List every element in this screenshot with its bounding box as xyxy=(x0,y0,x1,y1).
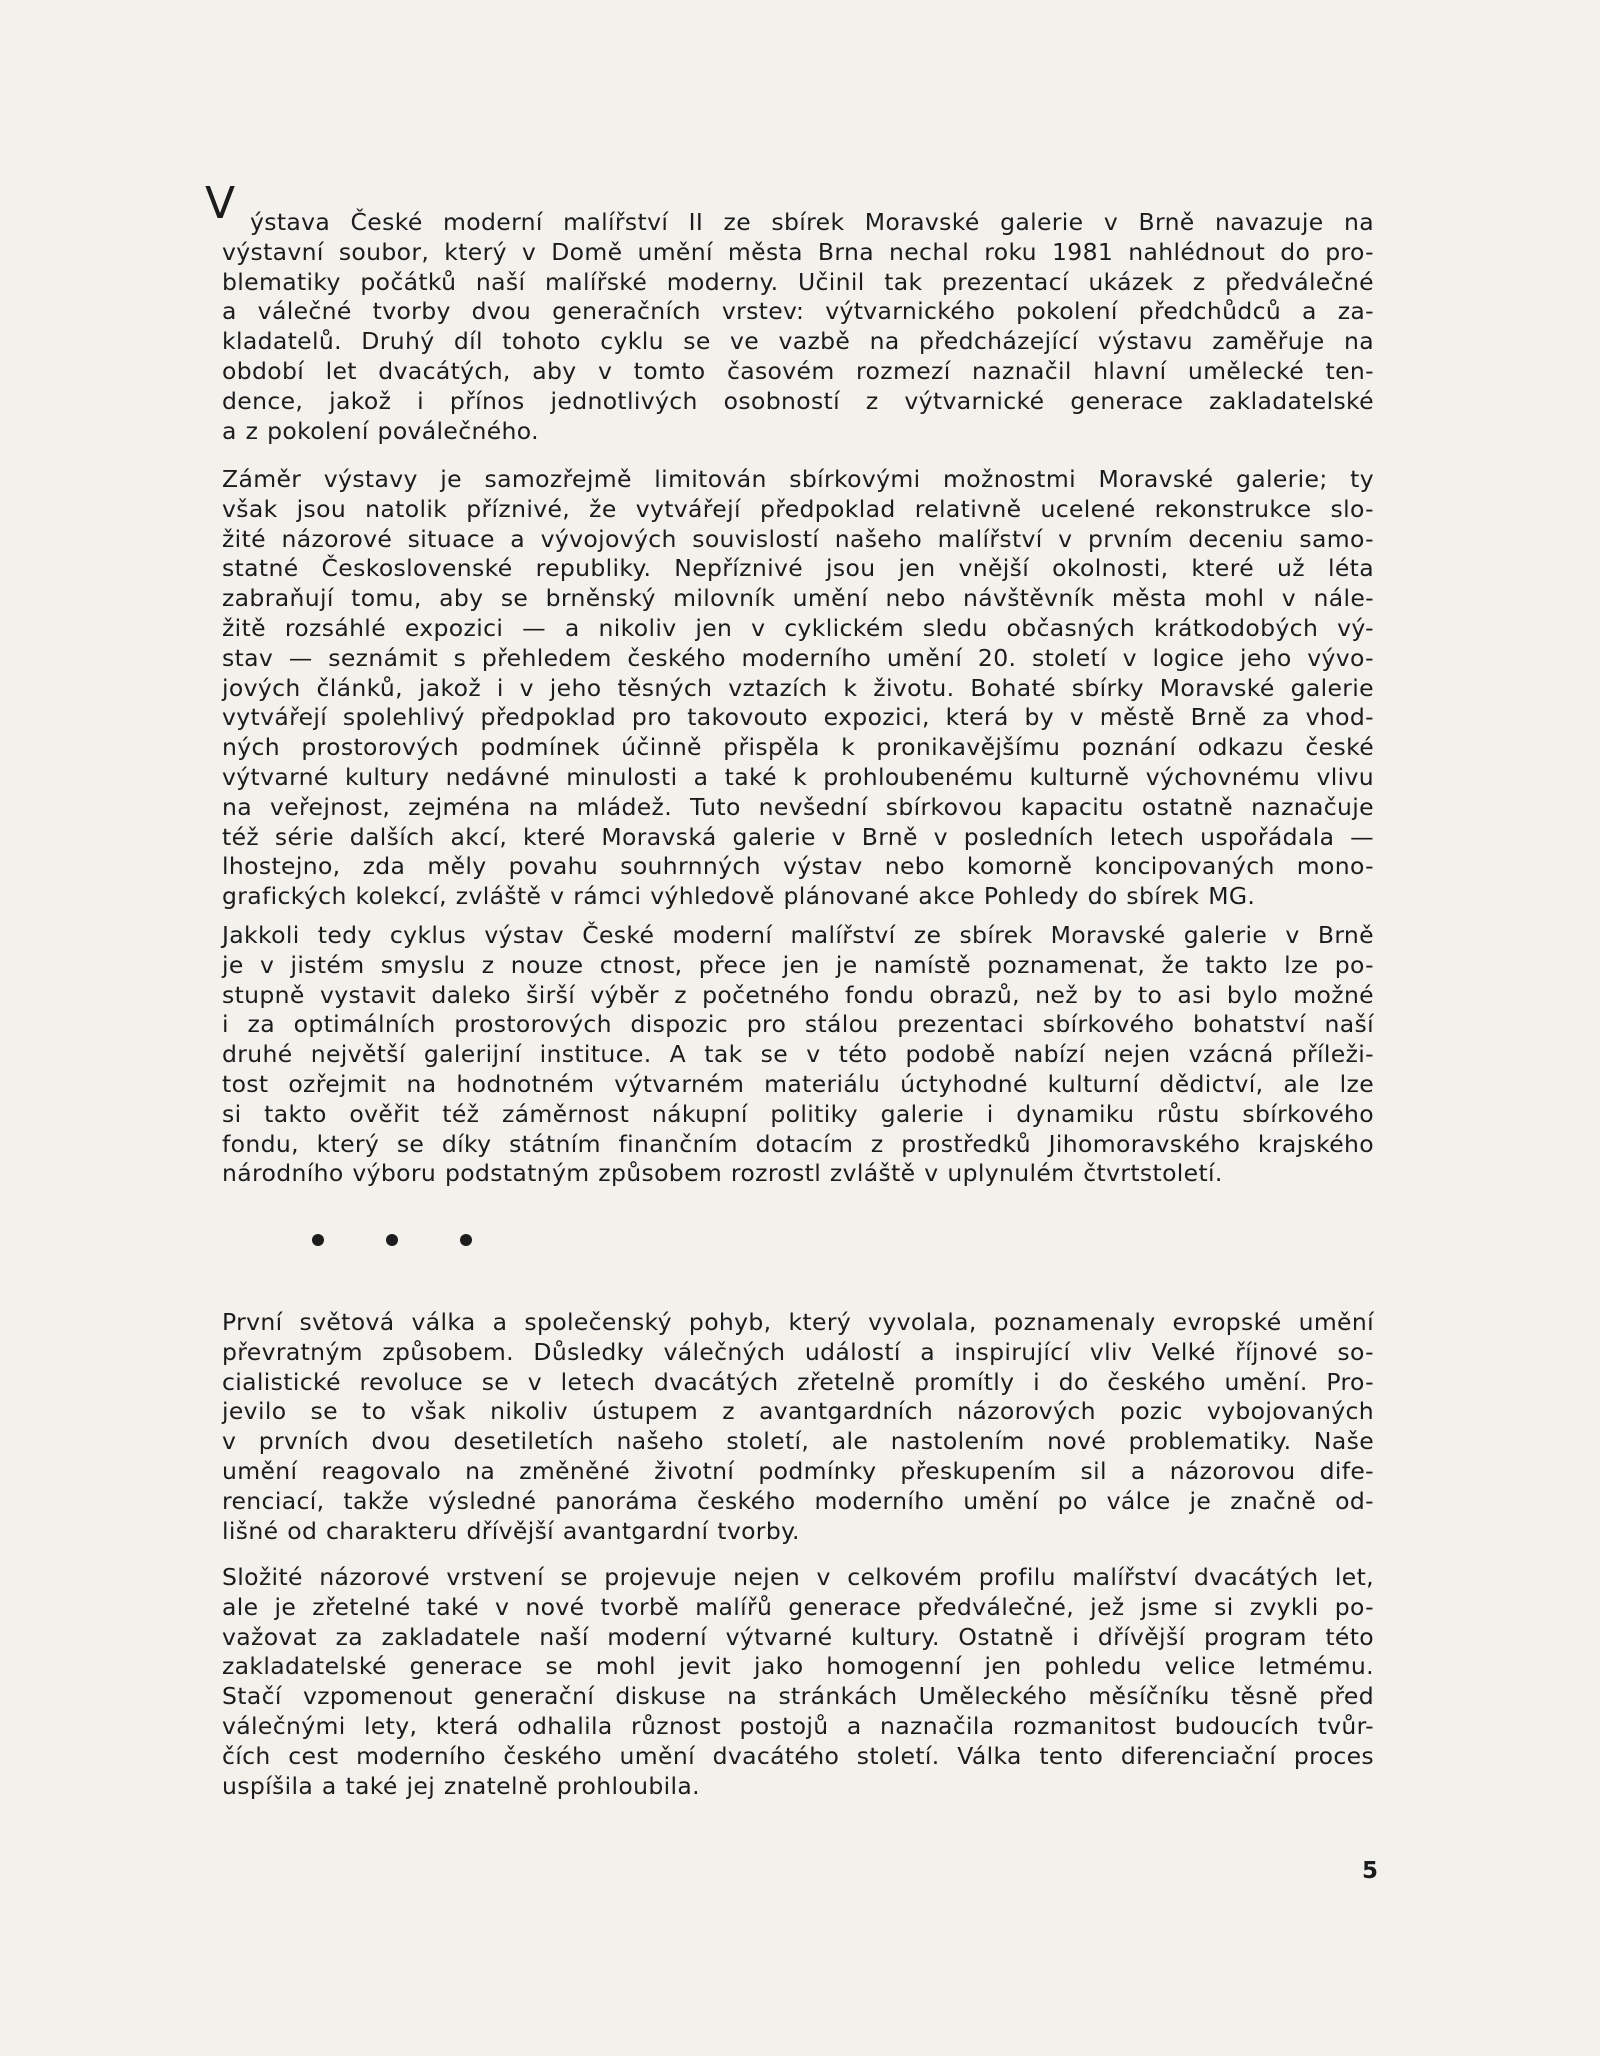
text-line: tost ozřejmit na hodnotném výtvarném materiálu úctyhodné kulturní dědictví, ale lze xyxy=(222,1069,1374,1098)
text-line: národního výboru podstatným způsobem rozrostl zvláště v uplynulém čtvrtstoletí. xyxy=(222,1159,1223,1188)
text-line: a válečné tvorby dvou generačních vrstev: výtvarnického pokolení předchůdců a za- xyxy=(222,297,1374,326)
text-line: na veřejnost, zejména na mládež. Tuto nevšední sbírkovou kapacitu ostatně naznačuje xyxy=(222,792,1374,821)
text-line: a z pokolení poválečného. xyxy=(222,416,539,445)
text-line: v prvních dvou desetiletích našeho století, ale nastolením nové problematiky. Naše xyxy=(222,1427,1374,1456)
section-separator xyxy=(312,1230,472,1250)
text-line: statné Československé republiky. Nepříznivé jsou jen vnější okolnosti, které už léta xyxy=(222,554,1374,583)
paragraph-2 xyxy=(222,465,1374,912)
text-line: lišné od charakteru dřívější avantgardní tvorby. xyxy=(222,1516,800,1545)
text-line: ných prostorových podmínek účinně přispěla k pronikavějšímu poznání odkazu české xyxy=(222,733,1374,762)
separator-dot-icon xyxy=(460,1234,472,1246)
text-line: važovat za zakladatele naší moderní výtvarné kultury. Ostatně i dřívější program této xyxy=(222,1622,1374,1651)
text-line: Jakkoli tedy cyklus výstav České moderní malířství ze sbírek Moravské galerie v Brně xyxy=(222,921,1374,949)
paragraph-3 xyxy=(222,921,1374,1189)
text-line: válečnými lety, která odhalila různost postojů a naznačila rozmanitost budoucích tvůr- xyxy=(222,1711,1374,1740)
text-line: lhostejno, zda měly povahu souhrnných výstav nebo komorně koncipovaných mono- xyxy=(222,852,1374,881)
text-line: fondu, který se díky státním finančním dotacím z prostředků Jihomoravského krajského xyxy=(222,1129,1374,1158)
text-line: je v jistém smyslu z nouze ctnost, přece jen je namístě poznamenat, že takto lze po- xyxy=(222,950,1374,979)
separator-dot-icon xyxy=(312,1234,324,1246)
text-line: období let dvacátých, aby v tomto časovém rozmezí naznačil hlavní umělecké ten- xyxy=(222,356,1374,385)
text-line: zakladatelské generace se mohl jevit jako homogenní jen pohledu velice letmému. xyxy=(222,1652,1374,1681)
page-number: 5 xyxy=(1362,1858,1379,1884)
text-line: cialistické revoluce se v letech dvacátých zřetelně promítly i do českého umění. Pro- xyxy=(222,1367,1374,1396)
text-line: Záměr výstavy je samozřejmě limitován sbírkovými možnostmi Moravské galerie; ty xyxy=(222,465,1374,493)
text-line: žitě rozsáhlé expozici — a nikoliv jen v cyklickém sledu občasných krátkodobých vý- xyxy=(222,613,1374,642)
text-line: též série dalších akcí, které Moravská galerie v Brně v posledních letech uspořádala — xyxy=(222,822,1374,851)
text-line: druhé největší galerijní instituce. A tak se v této podobě nabízí nejen vzácná příleži- xyxy=(222,1040,1374,1069)
text-line: výtvarné kultury nedávné minulosti a také k prohloubenému kulturně výchovnému vlivu xyxy=(222,762,1374,791)
text-line: čích cest moderního českého umění dvacátého století. Válka tento diferenciační proces xyxy=(222,1741,1374,1770)
text-line: vytvářejí spolehlivý předpoklad pro takovouto expozici, která by v městě Brně za vhod- xyxy=(222,703,1374,732)
text-line: stav — seznámit s přehledem českého moderního umění 20. století v logice jeho vývo- xyxy=(222,643,1374,672)
text-line: Stačí vzpomenout generační diskuse na stránkách Uměleckého měsíčníku těsně před xyxy=(222,1682,1374,1711)
text-line: První světová válka a společenský pohyb, který vyvolala, poznamenaly evropské umění xyxy=(222,1308,1374,1336)
text-line: jových článků, jakož i v jeho těsných vztazích k životu. Bohaté sbírky Moravské galerie xyxy=(222,673,1374,702)
text-line: umění reagovalo na změněné životní podmínky přeskupením sil a názorovou dife- xyxy=(222,1456,1374,1485)
text-line: uspíšila a také jej znatelně prohloubila. xyxy=(222,1771,700,1800)
paragraph-5 xyxy=(222,1563,1374,1801)
text-line: i za optimálních prostorových dispozic pro stálou prezentaci sbírkového bohatství naší xyxy=(222,1010,1374,1039)
paragraph-4 xyxy=(222,1308,1374,1546)
separator-dot-icon xyxy=(386,1234,398,1246)
text-line: však jsou natolik příznivé, že vytvářejí předpoklad relativně ucelené rekonstrukce slo- xyxy=(222,494,1374,523)
text-line: stupně vystavit daleko širší výběr z početného fondu obrazů, než by to asi bylo možné xyxy=(222,980,1374,1009)
text-line: jevilo se to však nikoliv ústupem z avantgardních názorových pozic vybojovaných xyxy=(222,1397,1374,1426)
text-line: si takto ověřit též záměrnost nákupní politiky galerie i dynamiku růstu sbírkového xyxy=(222,1099,1374,1128)
text-line: ýstava České moderní malířství II ze sbírek Moravské galerie v Brně navazuje na xyxy=(250,208,1374,236)
text-line: zabraňují tomu, aby se brněnský milovník umění nebo návštěvník města mohl v nále- xyxy=(222,584,1374,613)
drop-cap: V xyxy=(205,178,236,229)
text-line: blematiky počátků naší malířské moderny. Učinil tak prezentací ukázek z předválečné xyxy=(222,267,1374,296)
text-line: Složité názorové vrstvení se projevuje nejen v celkovém profilu malířství dvacátých let, xyxy=(222,1563,1374,1591)
text-line: převratným způsobem. Důsledky válečných událostí a inspirující vliv Velké říjnové so- xyxy=(222,1337,1374,1366)
text-line: výstavní soubor, který v Domě umění města Brna nechal roku 1981 nahlédnout do pro- xyxy=(222,237,1374,266)
text-line: žité názorové situace a vývojových souvislostí našeho malířství v prvním deceniu samo- xyxy=(222,524,1374,553)
text-line: kladatelů. Druhý díl tohoto cyklu se ve vazbě na předcházející výstavu zaměřuje na xyxy=(222,327,1374,356)
paragraph-1 xyxy=(222,208,1374,446)
text-line: ale je zřetelné také v nové tvorbě malířů generace předválečné, jež jsme si zvykli po- xyxy=(222,1592,1374,1621)
text-line: grafických kolekcí, zvláště v rámci výhledově plánované akce Pohledy do sbírek MG. xyxy=(222,882,1256,911)
text-line: dence, jakož i přínos jednotlivých osobností z výtvarnické generace zakladatelské xyxy=(222,386,1374,415)
text-line: renciací, takže výsledné panoráma českého moderního umění po válce je značně od- xyxy=(222,1486,1374,1515)
